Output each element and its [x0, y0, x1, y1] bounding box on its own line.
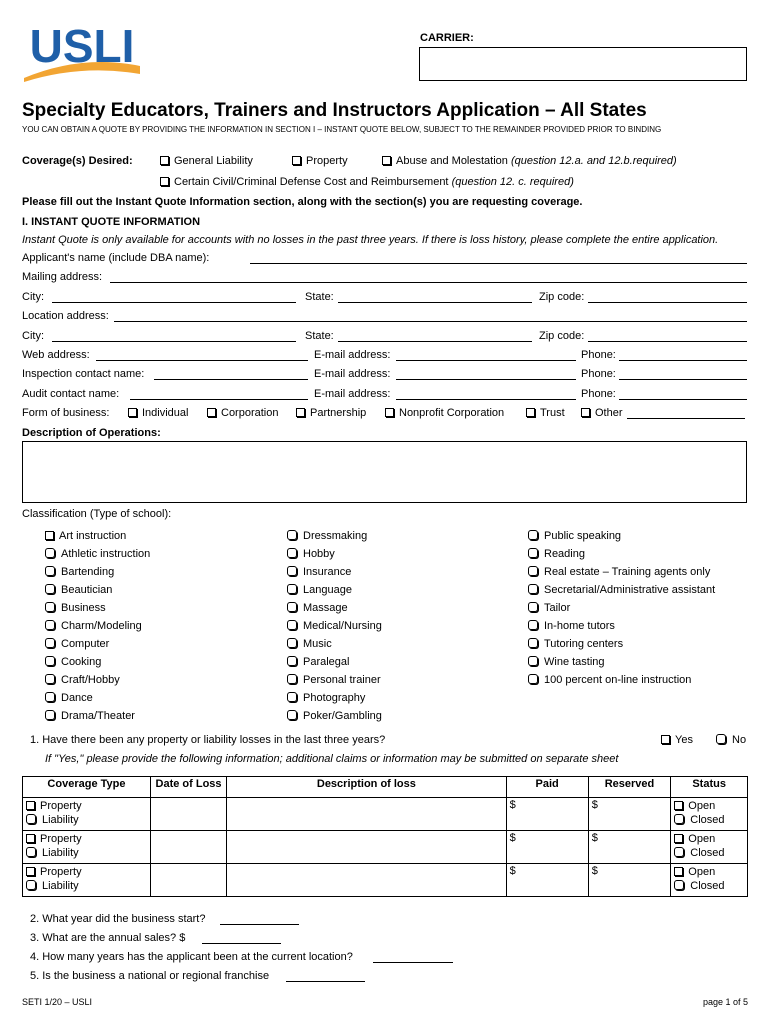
- class-option[interactable]: Computer: [45, 635, 150, 653]
- class-option[interactable]: Music: [287, 635, 382, 653]
- class-option[interactable]: Drama/Theater: [45, 707, 150, 725]
- checkbox-icon[interactable]: [528, 620, 538, 630]
- checkbox-icon[interactable]: [26, 814, 36, 824]
- checkbox-icon[interactable]: [287, 620, 297, 630]
- description-cell[interactable]: [227, 798, 506, 831]
- checkbox-icon[interactable]: [160, 177, 169, 186]
- checkbox-icon[interactable]: [287, 692, 297, 702]
- checkbox-icon[interactable]: [45, 584, 55, 594]
- class-option[interactable]: 100 percent on-line instruction: [528, 671, 715, 689]
- class-option[interactable]: Athletic instruction: [45, 545, 150, 563]
- city-input[interactable]: [52, 341, 296, 342]
- footer-form-id: SETI 1/20 – USLI: [22, 997, 93, 1007]
- checkbox-icon[interactable]: [528, 674, 538, 684]
- checkbox-icon[interactable]: [45, 566, 55, 576]
- q3-input[interactable]: [202, 943, 281, 944]
- checkbox-icon[interactable]: [296, 408, 305, 417]
- table-header-row: [23, 777, 748, 798]
- date-cell[interactable]: [150, 798, 226, 831]
- audit-input[interactable]: [130, 399, 308, 400]
- question-1: 1. Have there been any property or liability losses in the last three years?: [30, 734, 386, 746]
- checkbox-icon[interactable]: [160, 156, 169, 165]
- class-option[interactable]: Cooking: [45, 653, 150, 671]
- checkbox-icon[interactable]: [45, 656, 55, 666]
- status-cell: [671, 864, 748, 897]
- form-partnership[interactable]: Partnership: [296, 407, 366, 419]
- class-option[interactable]: Charm/Modeling: [45, 617, 150, 635]
- coverage-abuse[interactable]: Abuse and Molestation (question 12.a. and 12.b.required): [382, 155, 677, 167]
- col-status: Status: [671, 777, 748, 798]
- class-option[interactable]: Secretarial/Administrative assistant: [528, 581, 715, 599]
- carrier-label: CARRIER:: [420, 32, 474, 44]
- coverage-type-cell: [23, 798, 151, 831]
- closed-option[interactable]: Closed: [674, 846, 744, 860]
- coverage-type-cell: [23, 864, 151, 897]
- checkbox-icon[interactable]: [382, 156, 391, 165]
- city-label: City:: [22, 291, 44, 303]
- checkbox-icon[interactable]: [26, 847, 36, 857]
- city-input[interactable]: [52, 302, 296, 303]
- class-option[interactable]: Language: [287, 581, 382, 599]
- coverage-label: Coverage(s) Desired:: [22, 155, 133, 167]
- class-option[interactable]: Art instruction: [45, 527, 150, 545]
- coverage-type-cell: [23, 831, 151, 864]
- col-reserved: Reserved: [588, 777, 671, 798]
- checkbox-icon[interactable]: [45, 620, 55, 630]
- checkbox-icon[interactable]: [207, 408, 216, 417]
- question-3: 3. What are the annual sales? $: [30, 932, 186, 944]
- zip-input[interactable]: [588, 302, 747, 303]
- checkbox-icon[interactable]: [45, 548, 55, 558]
- col-date-of-loss: Date of Loss: [150, 777, 226, 798]
- checkbox-icon[interactable]: [528, 566, 538, 576]
- location-input[interactable]: [114, 321, 747, 322]
- paid-cell[interactable]: $: [506, 864, 588, 897]
- phone-input[interactable]: [619, 379, 747, 380]
- checkbox-icon[interactable]: [45, 692, 55, 702]
- q1-no[interactable]: No: [716, 734, 746, 746]
- coverage-general-liability[interactable]: General Liability: [160, 155, 253, 167]
- email-label: E-mail address:: [314, 368, 391, 380]
- zip-label: Zip code:: [539, 330, 585, 342]
- email-input[interactable]: [396, 379, 576, 380]
- checkbox-icon[interactable]: [287, 674, 297, 684]
- classification-col3: [528, 527, 715, 689]
- col-paid: Paid: [506, 777, 588, 798]
- form-corporation[interactable]: Corporation: [207, 407, 278, 419]
- checkbox-icon[interactable]: [26, 880, 36, 890]
- class-option[interactable]: Massage: [287, 599, 382, 617]
- applicant-input[interactable]: [250, 263, 747, 264]
- description-input[interactable]: [22, 441, 747, 503]
- checkbox-icon[interactable]: [674, 847, 684, 857]
- liability-option[interactable]: Liability: [26, 846, 147, 860]
- state-label: State:: [305, 330, 334, 342]
- class-option[interactable]: Tailor: [528, 599, 715, 617]
- class-option[interactable]: Real estate – Training agents only: [528, 563, 715, 581]
- closed-option[interactable]: Closed: [674, 813, 744, 827]
- checkbox-icon[interactable]: [45, 638, 55, 648]
- paid-cell[interactable]: $: [506, 798, 588, 831]
- table-row: [23, 831, 748, 864]
- checkbox-icon[interactable]: [528, 602, 538, 612]
- open-option[interactable]: Open: [674, 799, 744, 813]
- checkbox-icon[interactable]: [292, 156, 301, 165]
- checkbox-icon[interactable]: [287, 638, 297, 648]
- checkbox-icon[interactable]: [716, 734, 726, 744]
- q5-input[interactable]: [286, 981, 365, 982]
- property-option[interactable]: Property: [26, 799, 147, 813]
- checkbox-icon[interactable]: [45, 674, 55, 684]
- liability-option[interactable]: Liability: [26, 879, 147, 893]
- class-option[interactable]: Bartending: [45, 563, 150, 581]
- question-2: 2. What year did the business start?: [30, 913, 206, 925]
- email-input[interactable]: [396, 360, 576, 361]
- checkbox-icon[interactable]: [674, 801, 683, 810]
- location-label: Location address:: [22, 310, 109, 322]
- class-option[interactable]: Paralegal: [287, 653, 382, 671]
- footer-page-number: page 1 of 5: [703, 997, 749, 1007]
- class-option[interactable]: Beautician: [45, 581, 150, 599]
- checkbox-icon[interactable]: [581, 408, 590, 417]
- class-option[interactable]: Medical/Nursing: [287, 617, 382, 635]
- checkbox-icon[interactable]: [674, 867, 683, 876]
- property-option[interactable]: Property: [26, 832, 147, 846]
- state-input[interactable]: [338, 302, 532, 303]
- inspection-label: Inspection contact name:: [22, 368, 145, 380]
- checkbox-icon[interactable]: [45, 710, 55, 720]
- paid-cell[interactable]: $: [506, 831, 588, 864]
- mailing-input[interactable]: [110, 282, 747, 283]
- open-option[interactable]: Open: [674, 865, 744, 879]
- col-coverage-type: Coverage Type: [23, 777, 151, 798]
- description-cell[interactable]: [227, 831, 506, 864]
- checkbox-icon[interactable]: [287, 530, 297, 540]
- checkbox-icon[interactable]: [287, 566, 297, 576]
- inspection-input[interactable]: [154, 379, 308, 380]
- form-of-business-label: Form of business:: [22, 407, 110, 419]
- checkbox-icon[interactable]: [287, 602, 297, 612]
- email-label: E-mail address:: [314, 388, 391, 400]
- class-option[interactable]: Hobby: [287, 545, 382, 563]
- q2-input[interactable]: [220, 924, 299, 925]
- carrier-input[interactable]: [419, 47, 747, 81]
- web-input[interactable]: [96, 360, 308, 361]
- table-row: [23, 864, 748, 897]
- form-other[interactable]: Other: [581, 407, 623, 419]
- checkbox-icon[interactable]: [26, 834, 35, 843]
- checkbox-icon[interactable]: [528, 548, 538, 558]
- state-label: State:: [305, 291, 334, 303]
- usli-logo: [22, 18, 142, 82]
- status-cell: [671, 798, 748, 831]
- page-subtitle: YOU CAN OBTAIN A QUOTE BY PROVIDING THE INFORMATION IN SECTION I – INSTANT QUOTE BELOW, SUBJECT TO THE REMAINDER PROVIDED PRIOR TO BINDING: [22, 125, 662, 134]
- checkbox-icon[interactable]: [526, 408, 535, 417]
- phone-label: Phone:: [581, 388, 616, 400]
- q4-input[interactable]: [373, 962, 453, 963]
- checkbox-icon[interactable]: [287, 548, 297, 558]
- open-option[interactable]: Open: [674, 832, 744, 846]
- question-4: 4. How many years has the applicant been at the current location?: [30, 951, 353, 963]
- applicant-label: Applicant's name (include DBA name):: [22, 252, 210, 264]
- checkbox-icon[interactable]: [385, 408, 394, 417]
- section-heading: I. INSTANT QUOTE INFORMATION: [22, 216, 201, 228]
- date-cell[interactable]: [150, 864, 226, 897]
- checkbox-icon[interactable]: [674, 880, 684, 890]
- coverage-defense-cost[interactable]: Certain Civil/Criminal Defense Cost and Reimbursement (question 12. c. required): [160, 176, 574, 188]
- class-option[interactable]: Tutoring centers: [528, 635, 715, 653]
- class-option[interactable]: Personal trainer: [287, 671, 382, 689]
- checkbox-icon[interactable]: [45, 602, 55, 612]
- email-label: E-mail address:: [314, 349, 391, 361]
- web-label: Web address:: [22, 349, 90, 361]
- table-row: [23, 798, 748, 831]
- class-option[interactable]: In-home tutors: [528, 617, 715, 635]
- col-description: Description of loss: [227, 777, 506, 798]
- class-option[interactable]: Public speaking: [528, 527, 715, 545]
- page-title: Specialty Educators, Trainers and Instructors Application – All States: [22, 100, 647, 121]
- question-5: 5. Is the business a national or regional franchise: [30, 970, 270, 982]
- class-option[interactable]: Dressmaking: [287, 527, 382, 545]
- checkbox-icon[interactable]: [287, 584, 297, 594]
- checkbox-icon[interactable]: [528, 584, 538, 594]
- reserved-cell[interactable]: $: [588, 864, 671, 897]
- phone-label: Phone:: [581, 368, 616, 380]
- checkbox-icon[interactable]: [528, 638, 538, 648]
- checkbox-icon[interactable]: [45, 531, 54, 540]
- classification-label: Classification (Type of school):: [22, 508, 172, 520]
- checkbox-icon[interactable]: [674, 834, 683, 843]
- phone-label: Phone:: [581, 349, 616, 361]
- reserved-cell[interactable]: $: [588, 798, 671, 831]
- closed-option[interactable]: Closed: [674, 879, 744, 893]
- checkbox-icon[interactable]: [674, 814, 684, 824]
- class-option[interactable]: Wine tasting: [528, 653, 715, 671]
- phone-input[interactable]: [619, 360, 747, 361]
- checkbox-icon[interactable]: [287, 656, 297, 666]
- description-cell[interactable]: [227, 864, 506, 897]
- description-label: Description of Operations:: [22, 427, 161, 439]
- email-input[interactable]: [396, 399, 576, 400]
- checkbox-icon[interactable]: [528, 530, 538, 540]
- class-option[interactable]: Photography: [287, 689, 382, 707]
- class-option[interactable]: Insurance: [287, 563, 382, 581]
- state-input[interactable]: [338, 341, 532, 342]
- checkbox-icon[interactable]: [528, 656, 538, 666]
- class-option[interactable]: Poker/Gambling: [287, 707, 382, 725]
- classification-col1: [45, 527, 150, 725]
- class-option[interactable]: Dance: [45, 689, 150, 707]
- coverage-property[interactable]: Property: [292, 155, 348, 167]
- status-cell: [671, 831, 748, 864]
- zip-input[interactable]: [588, 341, 747, 342]
- checkbox-icon[interactable]: [128, 408, 137, 417]
- q1-note: If "Yes," please provide the following information; additional claims or information may be submitted on separate sheet: [45, 753, 619, 765]
- liability-option[interactable]: Liability: [26, 813, 147, 827]
- instruction-text: Please fill out the Instant Quote Information section, along with the section(s) you are requesting coverage.: [22, 196, 583, 208]
- city-label: City:: [22, 330, 44, 342]
- checkbox-icon[interactable]: [26, 867, 35, 876]
- form-nonprofit[interactable]: Nonprofit Corporation: [385, 407, 504, 419]
- reserved-cell[interactable]: $: [588, 831, 671, 864]
- zip-label: Zip code:: [539, 291, 585, 303]
- property-option[interactable]: Property: [26, 865, 147, 879]
- q1-yes[interactable]: Yes: [661, 734, 693, 746]
- class-option[interactable]: Craft/Hobby: [45, 671, 150, 689]
- mailing-label: Mailing address:: [22, 271, 103, 283]
- svg-text:USLI: USLI: [29, 20, 135, 72]
- checkbox-icon[interactable]: [26, 801, 35, 810]
- checkbox-icon[interactable]: [661, 735, 670, 744]
- class-option[interactable]: Business: [45, 599, 150, 617]
- audit-label: Audit contact name:: [22, 388, 120, 400]
- section-note: Instant Quote is only available for accounts with no losses in the past three years. If there is loss history, please complete the entire application.: [22, 234, 719, 246]
- loss-table: [22, 776, 748, 897]
- checkbox-icon[interactable]: [287, 710, 297, 720]
- classification-col2: [287, 527, 382, 725]
- form-other-input[interactable]: [627, 418, 745, 419]
- form-individual[interactable]: Individual: [128, 407, 188, 419]
- class-option[interactable]: Reading: [528, 545, 715, 563]
- date-cell[interactable]: [150, 831, 226, 864]
- phone-input[interactable]: [619, 399, 747, 400]
- form-trust[interactable]: Trust: [526, 407, 565, 419]
